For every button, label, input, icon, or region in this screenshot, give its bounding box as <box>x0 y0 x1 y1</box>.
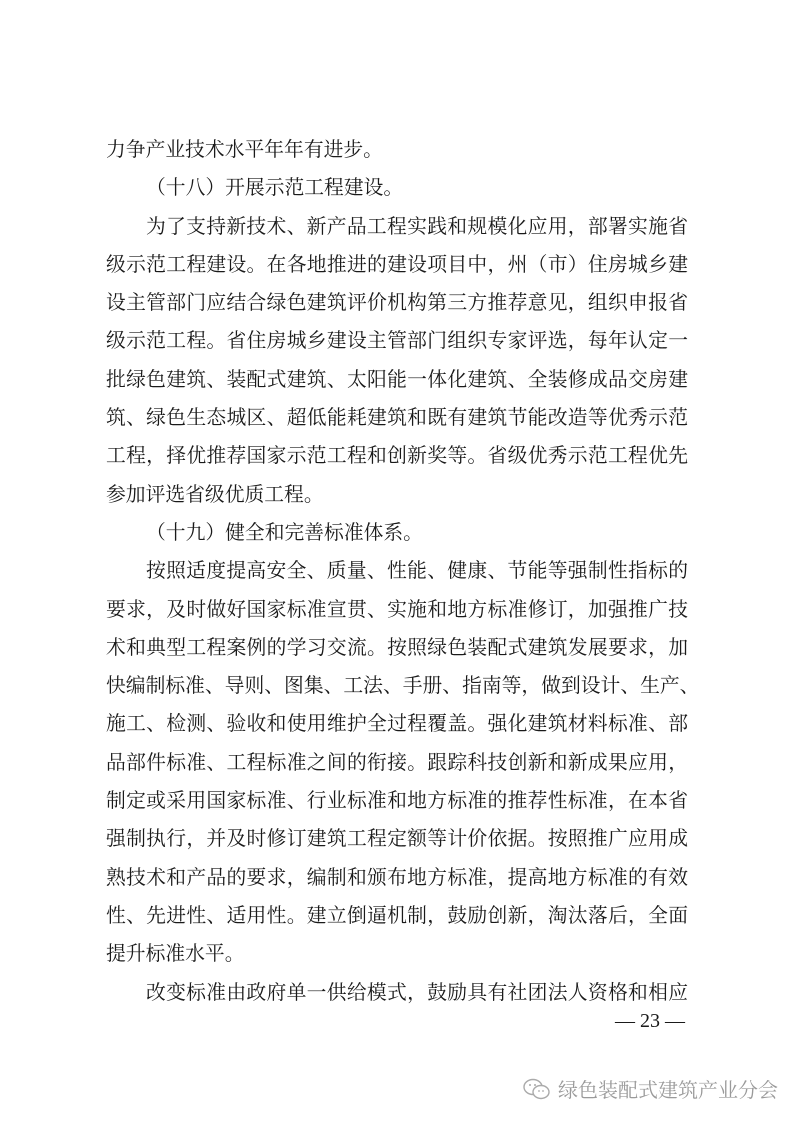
text-line: 级示范工程建设。在各地推进的建设项目中，州（市）住房城乡建 <box>106 252 688 276</box>
text-line: 性、先进性、适用性。建立倒逼机制，鼓励创新，淘汰落后，全面 <box>106 903 688 927</box>
text-line: 批绿色建筑、装配式建筑、太阳能一体化建筑、全装修成品交房建 <box>106 367 688 391</box>
text-line: 品部件标准、工程标准之间的衔接。跟踪科技创新和新成果应用， <box>106 750 688 774</box>
watermark <box>522 1074 778 1103</box>
text-line: （十九）健全和完善标准体系。 <box>146 520 423 544</box>
page-number: — 23 — <box>615 1010 685 1032</box>
text-line: 术和典型工程案例的学习交流。按照绿色装配式建筑发展要求，加 <box>106 635 688 659</box>
text-line: 改变标准由政府单一供给模式，鼓励具有社团法人资格和相应 <box>146 980 688 1004</box>
wechat-icon <box>522 1077 552 1101</box>
text-line: 筑、绿色生态城区、超低能耗建筑和既有建筑节能改造等优秀示范 <box>106 406 688 430</box>
text-line: 要求，及时做好国家标准宣贯、实施和地方标准修订，加强推广技 <box>106 597 688 621</box>
text-line: 施工、检测、验收和使用维护全过程覆盖。强化建筑材料标准、部 <box>106 712 688 736</box>
text-line: 为了支持新技术、新产品工程实践和规模化应用，部署实施省 <box>146 214 688 238</box>
text-line: 按照适度提高安全、质量、性能、健康、节能等强制性指标的 <box>146 559 688 583</box>
text-line: 熟技术和产品的要求，编制和颁布地方标准，提高地方标准的有效 <box>106 865 688 889</box>
text-line: 设主管部门应结合绿色建筑评价机构第三方推荐意见，组织申报省 <box>106 291 688 315</box>
text-line: 快编制标准、导则、图集、工法、手册、指南等，做到设计、生产、 <box>106 674 700 698</box>
text-line: 工程，择优推荐国家示范工程和创新奖等。省级优秀示范工程优先 <box>106 444 688 468</box>
watermark-text: 绿色装配式建筑产业分会 <box>558 1078 778 1102</box>
text-line: 参加评选省级优质工程。 <box>106 482 324 506</box>
text-line: 力争产业技术水平年年有进步。 <box>106 138 383 161</box>
text-line: 强制执行，并及时修订建筑工程定额等计价依据。按照推广应用成 <box>106 827 688 851</box>
text-line: 级示范工程。省住房城乡建设主管部门组织专家评选，每年认定一 <box>106 329 688 353</box>
document-body <box>106 131 700 1012</box>
text-line: 提升标准水平。 <box>106 942 245 966</box>
text-line: （十八）开展示范工程建设。 <box>146 176 404 200</box>
text-line: 制定或采用国家标准、行业标准和地方标准的推荐性标准，在本省 <box>106 789 688 813</box>
